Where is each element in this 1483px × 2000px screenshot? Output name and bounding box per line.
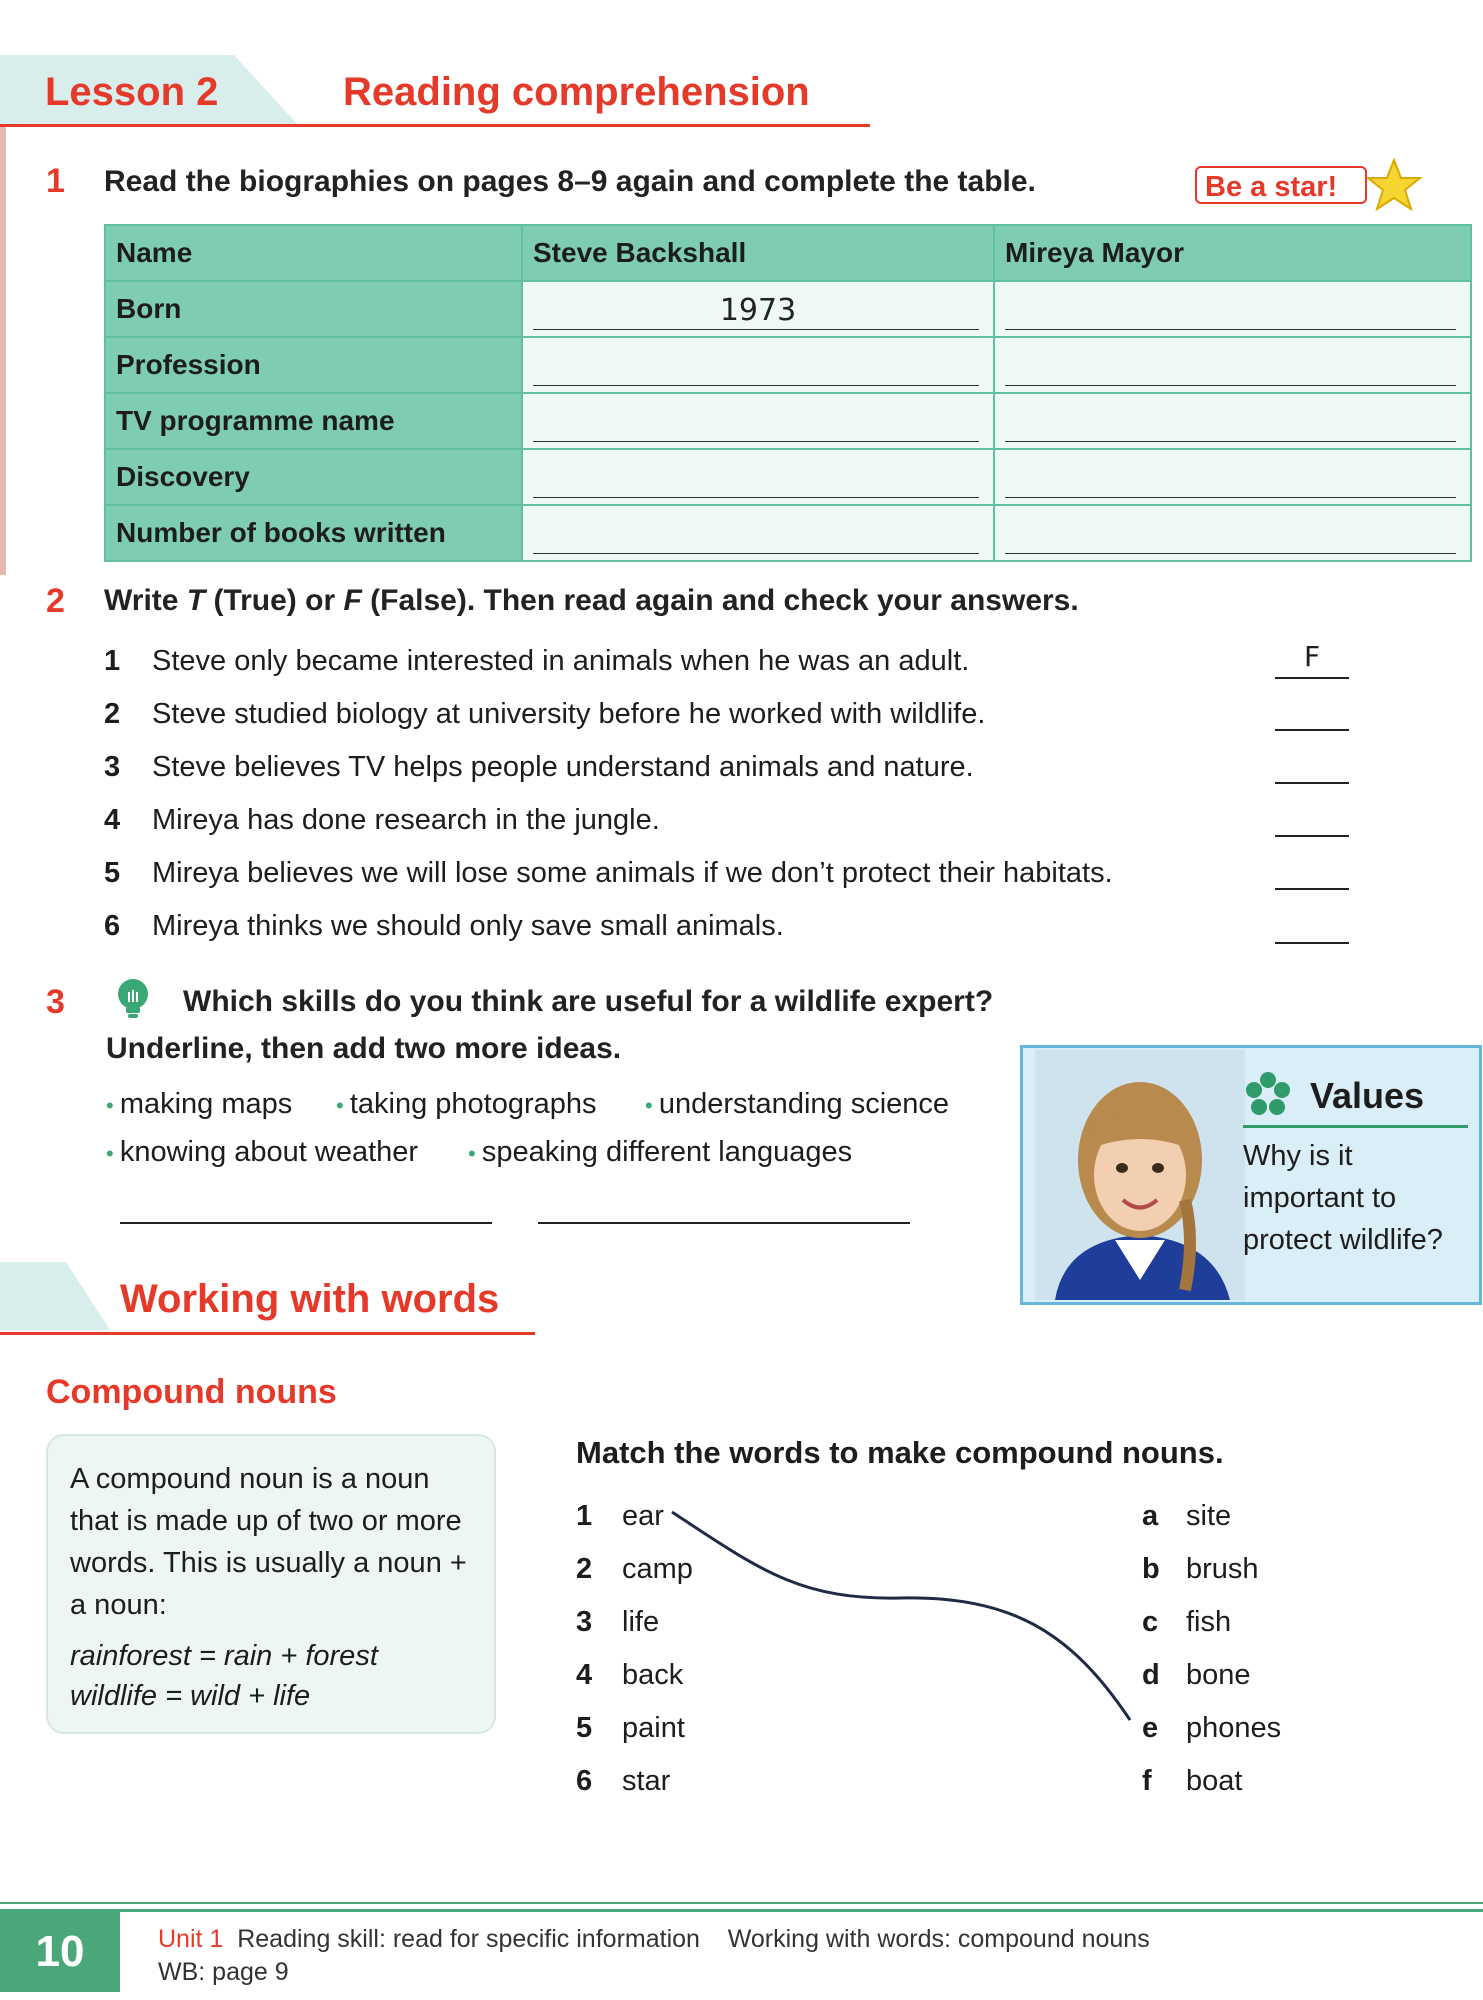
be-a-star-badge: Be a star!	[1195, 166, 1367, 204]
right-letter: e	[1142, 1712, 1159, 1744]
answer-line[interactable]	[1275, 677, 1349, 679]
item-number: 6	[104, 910, 121, 942]
right-letter: d	[1142, 1659, 1160, 1691]
values-question: Why is it important to protect wildlife?	[1243, 1140, 1443, 1256]
right-word[interactable]: site	[1186, 1500, 1232, 1532]
answer-line[interactable]	[1275, 888, 1349, 890]
answer-cell[interactable]	[994, 337, 1471, 393]
right-letter: c	[1142, 1606, 1159, 1638]
statement-text: Steve believes TV helps people understand animals and nature.	[152, 751, 974, 783]
answer-line[interactable]	[1275, 782, 1349, 784]
right-word[interactable]: bone	[1186, 1659, 1251, 1691]
right-word[interactable]: fish	[1186, 1606, 1232, 1638]
row-label: Born	[105, 281, 522, 337]
item-number: 4	[104, 804, 121, 836]
skill-item[interactable]: • speaking different languages	[468, 1136, 853, 1168]
skill-item[interactable]: • making maps	[106, 1088, 293, 1120]
exercise-2-instruction: Write T (True) or F (False). Then read again and check your answers.	[104, 584, 1079, 617]
left-number: 1	[576, 1500, 593, 1532]
biography-table	[104, 224, 1472, 562]
answer-line[interactable]	[1275, 729, 1349, 731]
example-1: rainforest = rain + forest	[70, 1640, 378, 1672]
footer-rule	[0, 1902, 1483, 1904]
statement-text: Mireya thinks we should only save small animals.	[152, 910, 784, 942]
row-label: Profession	[105, 337, 522, 393]
item-number: 3	[104, 751, 121, 783]
star-icon	[1366, 158, 1422, 212]
answer-line[interactable]	[1275, 942, 1349, 944]
right-letter: b	[1142, 1553, 1160, 1585]
skill-item[interactable]: • understanding science	[645, 1088, 950, 1120]
right-word[interactable]: phones	[1186, 1712, 1282, 1744]
right-word[interactable]: boat	[1186, 1765, 1243, 1797]
row-label: Discovery	[105, 449, 522, 505]
statement-text: Steve only became interested in animals when he was an adult.	[152, 645, 970, 677]
exercise-3-question: Which skills do you think are useful for a wildlife expert?	[183, 985, 994, 1018]
table-row	[105, 505, 1471, 561]
subsection-title: Compound nouns	[46, 1373, 337, 1411]
compound-noun-explanation: A compound noun is a noun that is made up of two or more words. This is usually a noun + a noun:	[70, 1463, 467, 1621]
values-rule	[1243, 1125, 1468, 1128]
footer-words: Working with words: compound nouns	[727, 1925, 1150, 1953]
answer-line[interactable]	[1275, 835, 1349, 837]
left-number: 5	[576, 1712, 593, 1744]
item-number: 2	[104, 698, 121, 730]
left-word[interactable]: camp	[622, 1553, 693, 1585]
left-word[interactable]: back	[622, 1659, 684, 1691]
row-label: TV programme name	[105, 393, 522, 449]
answer-value: F	[1303, 640, 1321, 673]
section-title: Working with words	[120, 1277, 500, 1321]
statement-text: Steve studied biology at university before he worked with wildlife.	[152, 698, 986, 730]
exercise-1-number: 1	[46, 162, 65, 200]
right-letter: a	[1142, 1500, 1159, 1532]
answer-cell[interactable]	[994, 505, 1471, 561]
table-row	[105, 449, 1471, 505]
compound-noun-examples	[70, 1636, 378, 1716]
answer-cell[interactable]	[522, 337, 994, 393]
footer-info	[158, 1925, 1150, 1954]
item-number: 1	[104, 645, 121, 677]
exercise-3-instruction: Underline, then add two more ideas.	[106, 1032, 622, 1065]
exercise-2-number: 2	[46, 582, 65, 620]
answer-cell[interactable]	[994, 449, 1471, 505]
left-word[interactable]: life	[622, 1606, 660, 1638]
left-number: 2	[576, 1553, 593, 1585]
lightbulb-icon	[115, 978, 151, 1020]
idea-answer-line[interactable]	[120, 1222, 492, 1224]
left-number: 4	[576, 1659, 593, 1691]
footer-wb: WB: page 9	[158, 1958, 289, 1986]
match-instruction: Match the words to make compound nouns.	[576, 1435, 1224, 1470]
table-row	[105, 281, 1471, 337]
skill-item[interactable]: • knowing about weather	[106, 1136, 419, 1168]
left-word[interactable]: paint	[622, 1712, 685, 1744]
answer-value: 1973	[719, 293, 797, 328]
table-row	[105, 337, 1471, 393]
answer-cell[interactable]	[522, 505, 994, 561]
statement-text: Mireya has done research in the jungle.	[152, 804, 660, 836]
table-header-mireya: Mireya Mayor	[994, 225, 1471, 281]
table-header-row	[105, 225, 1471, 281]
section-rule	[0, 1332, 535, 1335]
footer-unit: Unit 1	[158, 1925, 224, 1953]
left-number: 3	[576, 1606, 593, 1638]
page-number: 10	[0, 1912, 120, 1992]
lesson-label: Lesson 2	[45, 70, 219, 114]
idea-answer-line[interactable]	[538, 1222, 910, 1224]
answer-cell[interactable]	[994, 281, 1471, 337]
answer-cell[interactable]	[522, 449, 994, 505]
answer-cell[interactable]	[522, 393, 994, 449]
flower-icon	[1244, 1070, 1292, 1118]
answer-cell[interactable]	[522, 281, 994, 337]
page-title: Reading comprehension	[343, 70, 810, 114]
exercise-3-number: 3	[46, 983, 65, 1021]
table-header-steve: Steve Backshall	[522, 225, 994, 281]
table-row	[105, 393, 1471, 449]
skill-item[interactable]: • taking photographs	[336, 1088, 597, 1120]
example-2: wildlife = wild + life	[70, 1680, 311, 1712]
statement-text: Mireya believes we will lose some animals if we don’t protect their habitats.	[152, 857, 1113, 889]
table-header-name: Name	[105, 225, 522, 281]
girl-photo	[1035, 1050, 1245, 1300]
values-title: Values	[1310, 1075, 1425, 1116]
right-letter: f	[1142, 1765, 1152, 1797]
page-edge-decoration	[0, 55, 6, 575]
header-rule	[0, 124, 870, 127]
footer-skill: Reading skill: read for specific information	[237, 1925, 700, 1953]
left-word[interactable]: star	[622, 1765, 671, 1797]
exercise-1-instruction: Read the biographies on pages 8–9 again and complete the table.	[104, 165, 1036, 198]
row-label: Number of books written	[105, 505, 522, 561]
left-number: 6	[576, 1765, 593, 1797]
footer-rule	[0, 1909, 1483, 1912]
item-number: 5	[104, 857, 121, 889]
section-band	[0, 1262, 110, 1330]
left-word[interactable]: ear	[622, 1500, 664, 1532]
right-word[interactable]: brush	[1186, 1553, 1259, 1585]
answer-cell[interactable]	[994, 393, 1471, 449]
